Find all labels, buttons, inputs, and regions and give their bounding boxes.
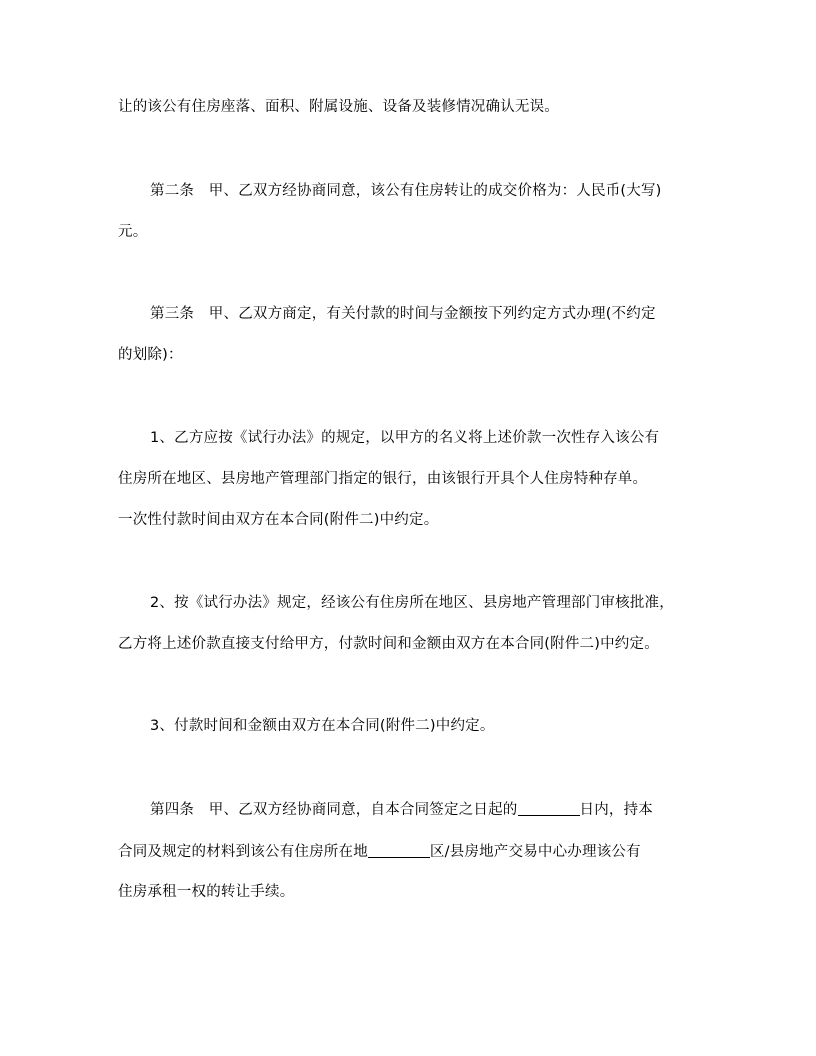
article-3-line-2: 的划除)： xyxy=(118,347,183,363)
district-blank-field[interactable] xyxy=(368,843,430,858)
item-1-line-2: 住房所在地区、县房地产管理部门指定的银行，由该银行开具个人住房特种存单。 xyxy=(118,471,648,487)
item-2-line-2: 乙方将上述价款直接支付给甲方，付款时间和金额由双方在本合同(附件二)中约定。 xyxy=(118,636,659,652)
article-4-line-2 xyxy=(118,841,641,862)
paragraph-line: 让的该公有住房座落、面积、附属设施、设备及装修情况确认无误。 xyxy=(118,99,559,115)
article-4-line-2-text-b: 区/县房地产交易中心办理该公有 xyxy=(429,844,641,860)
item-1-line-1: 1、乙方应按《试行办法》的规定，以甲方的名义将上述价款一次性存入该公有 xyxy=(150,430,660,446)
article-4-line-3: 住房承租一权的转让手续。 xyxy=(118,884,295,900)
article-4-line-1-text-a: 第四条 甲、乙双方经协商同意，自本合同签定之日起的 xyxy=(150,802,518,818)
article-2-line-1: 第二条 甲、乙双方经协商同意，该公有住房转让的成交价格为：人民币(大写) xyxy=(150,183,662,199)
item-3-line-1: 3、付款时间和金额由双方在本合同(附件二)中约定。 xyxy=(150,718,495,734)
days-blank-field[interactable] xyxy=(518,801,580,816)
item-1-line-3: 一次性付款时间由双方在本合同(附件二)中约定。 xyxy=(118,512,439,528)
article-4-line-1 xyxy=(150,799,653,820)
article-3-line-1: 第三条 甲、乙双方商定，有关付款的时间与金额按下列约定方式办理(不约定 xyxy=(150,306,656,322)
article-4-line-1-text-b: 日内，持本 xyxy=(579,802,653,818)
item-2-line-1: 2、按《试行办法》规定，经该公有住房所在地区、县房地产管理部门审核批准， xyxy=(150,595,674,611)
article-2-line-2: 元。 xyxy=(118,224,148,240)
article-4-line-2-text-a: 合同及规定的材料到该公有住房所在地 xyxy=(118,844,368,860)
